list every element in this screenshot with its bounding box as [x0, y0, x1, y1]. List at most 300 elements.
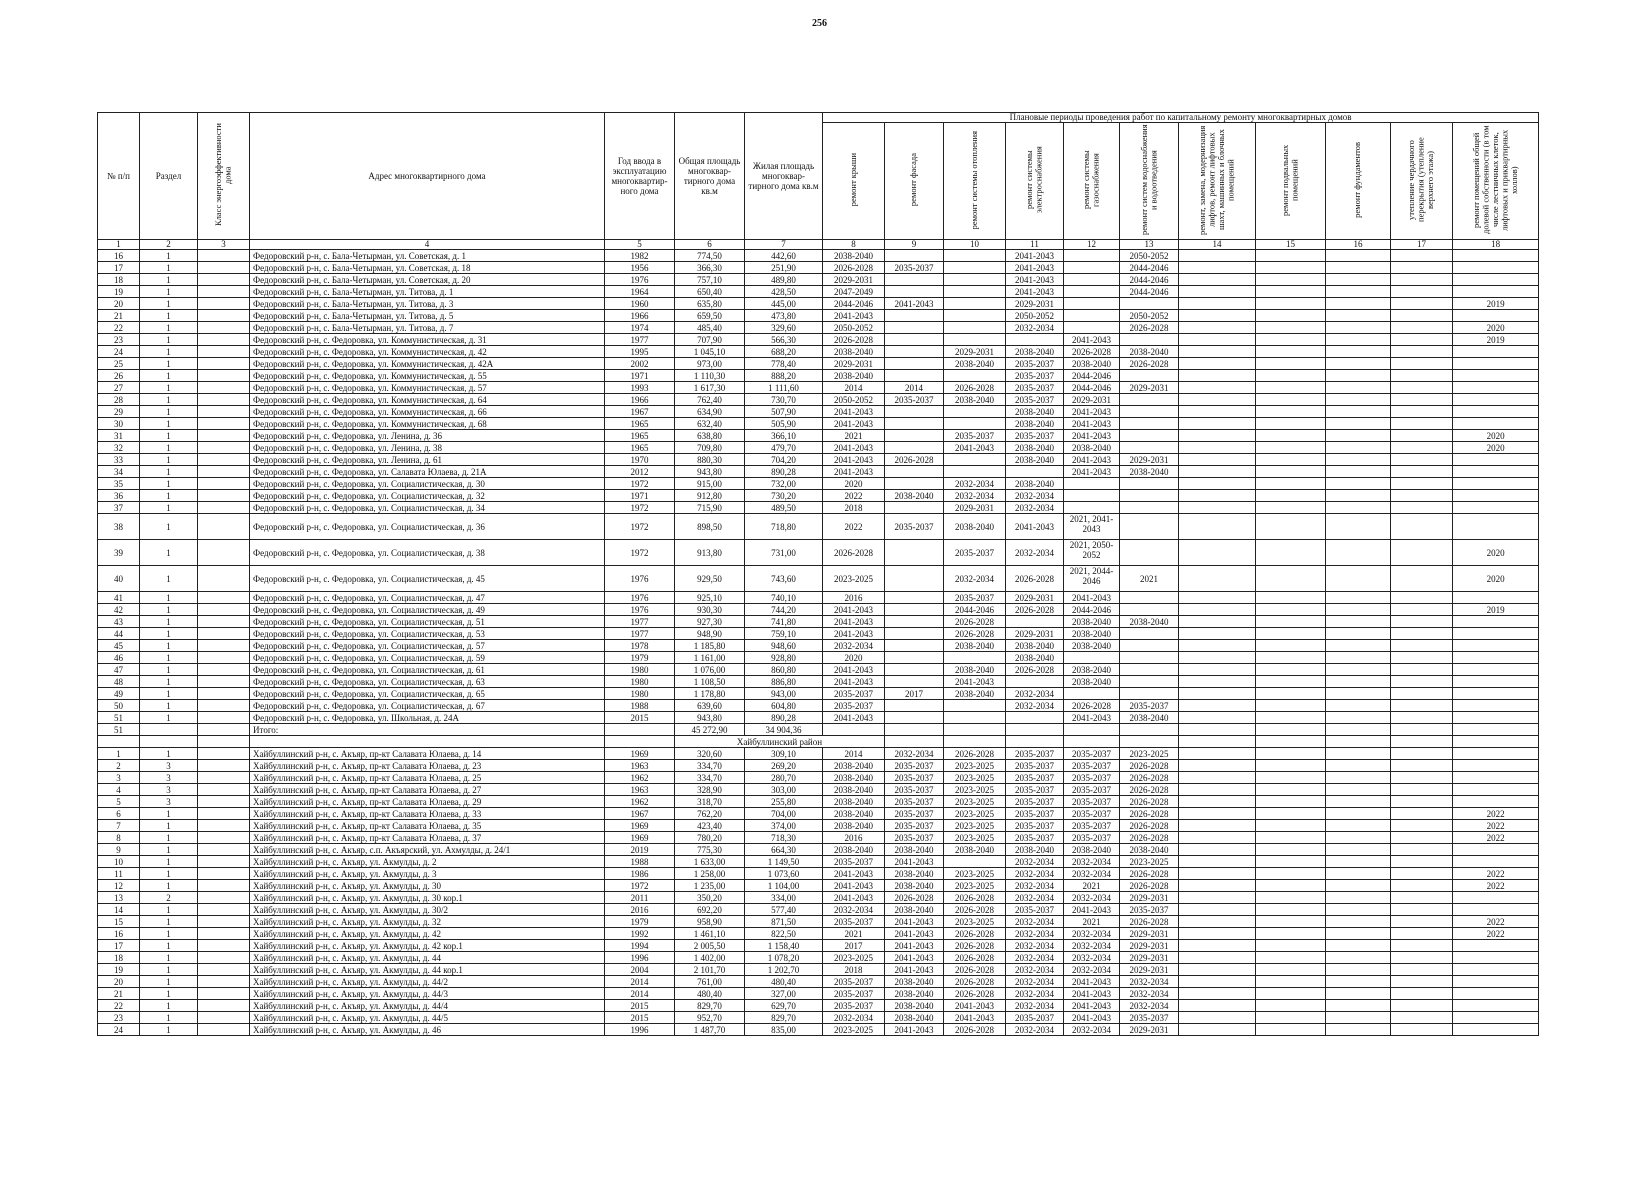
cell-work-9 [1326, 748, 1391, 760]
cell-work-1: 2014 [823, 748, 885, 760]
cell-work-7 [1179, 628, 1256, 640]
cell-work-2: 2038-2040 [885, 976, 944, 988]
cell-work-2: 2041-2043 [885, 916, 944, 928]
cell-year: 1970 [605, 454, 675, 466]
cell-work-4 [1006, 676, 1064, 688]
total-empty [1120, 724, 1179, 736]
cell-work-11 [1453, 1012, 1539, 1024]
cell-work-7 [1179, 1024, 1256, 1036]
cell-living-area: 731,00 [745, 540, 823, 566]
cell-work-3: 2026-2028 [944, 952, 1006, 964]
cell-living-area: 664,30 [745, 844, 823, 856]
cell-total-area: 638,80 [675, 430, 745, 442]
cell-section: 1 [140, 1024, 198, 1036]
cell-energy-class [198, 868, 250, 880]
section-empty [198, 736, 250, 748]
cell-section: 1 [140, 880, 198, 892]
cell-number: 36 [98, 490, 140, 502]
column-number: 15 [1256, 240, 1326, 250]
cell-year: 1988 [605, 856, 675, 868]
header-address: Адрес многоквартирного дома [250, 113, 605, 240]
cell-energy-class [198, 940, 250, 952]
cell-work-8 [1256, 676, 1326, 688]
cell-work-5: 2032-2034 [1064, 952, 1120, 964]
cell-work-10 [1391, 358, 1453, 370]
table-row [98, 916, 1539, 928]
cell-work-1: 2041-2043 [823, 712, 885, 724]
cell-work-11 [1453, 760, 1539, 772]
cell-section: 1 [140, 664, 198, 676]
header-work-label: ремонт помещений общей долевой собственности (в том числе лестничных клеток, лифтовых и приквартирных холлов) [1470, 125, 1519, 235]
cell-section: 1 [140, 490, 198, 502]
cell-work-10 [1391, 334, 1453, 346]
cell-section: 1 [140, 1000, 198, 1012]
cell-work-5: 2041-2043 [1064, 466, 1120, 478]
cell-work-11 [1453, 262, 1539, 274]
column-number: 18 [1453, 240, 1539, 250]
cell-work-10 [1391, 262, 1453, 274]
cell-work-8 [1256, 358, 1326, 370]
cell-work-9 [1326, 796, 1391, 808]
cell-work-4: 2026-2028 [1006, 664, 1064, 676]
cell-work-7 [1179, 676, 1256, 688]
cell-number: 24 [98, 346, 140, 358]
cell-work-3: 2029-2031 [944, 502, 1006, 514]
cell-number: 10 [98, 856, 140, 868]
cell-work-10 [1391, 466, 1453, 478]
cell-living-area: 374,00 [745, 820, 823, 832]
cell-section: 1 [140, 346, 198, 358]
cell-work-3: 2023-2025 [944, 916, 1006, 928]
cell-work-9 [1326, 904, 1391, 916]
cell-work-4: 2029-2031 [1006, 298, 1064, 310]
cell-total-area: 927,30 [675, 616, 745, 628]
cell-work-4: 2050-2052 [1006, 310, 1064, 322]
cell-work-9 [1326, 616, 1391, 628]
cell-work-1: 2041-2043 [823, 442, 885, 454]
cell-work-9 [1326, 952, 1391, 964]
cell-work-7 [1179, 868, 1256, 880]
cell-work-1: 2041-2043 [823, 406, 885, 418]
cell-work-10 [1391, 478, 1453, 490]
table-row [98, 430, 1539, 442]
cell-total-area: 485,40 [675, 322, 745, 334]
cell-living-area: 505,90 [745, 418, 823, 430]
cell-work-1: 2017 [823, 940, 885, 952]
cell-number: 23 [98, 1012, 140, 1024]
cell-total-area: 1 178,80 [675, 688, 745, 700]
cell-work-3 [944, 322, 1006, 334]
cell-work-3: 2044-2046 [944, 604, 1006, 616]
cell-work-10 [1391, 418, 1453, 430]
cell-work-7 [1179, 976, 1256, 988]
cell-work-9 [1326, 490, 1391, 502]
cell-total-area: 334,70 [675, 760, 745, 772]
cell-work-3: 2038-2040 [944, 640, 1006, 652]
cell-work-6: 2050-2052 [1120, 310, 1179, 322]
cell-work-3: 2023-2025 [944, 880, 1006, 892]
cell-work-1: 2035-2037 [823, 976, 885, 988]
cell-address: Федоровский р-н, с. Федоровка, ул. Социалистическая, д. 61 [250, 664, 605, 676]
cell-work-7 [1179, 952, 1256, 964]
cell-year: 1972 [605, 478, 675, 490]
cell-year: 2014 [605, 976, 675, 988]
section-empty [1326, 736, 1391, 748]
cell-work-7 [1179, 796, 1256, 808]
cell-address: Федоровский р-н, с. Бала-Четырман, ул. Титова, д. 3 [250, 298, 605, 310]
cell-year: 1995 [605, 346, 675, 358]
cell-work-2 [885, 274, 944, 286]
cell-energy-class [198, 514, 250, 540]
cell-work-8 [1256, 892, 1326, 904]
cell-work-4: 2032-2034 [1006, 892, 1064, 904]
cell-energy-class [198, 478, 250, 490]
cell-work-6: 2026-2028 [1120, 916, 1179, 928]
table-row [98, 418, 1539, 430]
cell-work-8 [1256, 370, 1326, 382]
cell-work-2: 2026-2028 [885, 892, 944, 904]
cell-total-area: 761,00 [675, 976, 745, 988]
cell-work-5 [1064, 490, 1120, 502]
cell-total-area: 1 161,00 [675, 652, 745, 664]
cell-energy-class [198, 298, 250, 310]
cell-work-3: 2023-2025 [944, 808, 1006, 820]
cell-work-6: 2032-2034 [1120, 988, 1179, 1000]
cell-work-2: 2026-2028 [885, 454, 944, 466]
cell-work-8 [1256, 832, 1326, 844]
cell-work-3: 2038-2040 [944, 394, 1006, 406]
cell-work-7 [1179, 772, 1256, 784]
cell-work-6: 2038-2040 [1120, 712, 1179, 724]
cell-work-7 [1179, 712, 1256, 724]
cell-work-7 [1179, 274, 1256, 286]
cell-number: 38 [98, 514, 140, 540]
cell-work-11 [1453, 712, 1539, 724]
cell-work-4: 2038-2040 [1006, 478, 1064, 490]
cell-address: Хайбуллинский р-н, с. Акъяр, ул. Акмулды, д. 2 [250, 856, 605, 868]
cell-work-3 [944, 370, 1006, 382]
cell-work-6 [1120, 490, 1179, 502]
cell-work-4: 2041-2043 [1006, 286, 1064, 298]
cell-work-3: 2035-2037 [944, 430, 1006, 442]
cell-living-area: 886,80 [745, 676, 823, 688]
cell-work-2: 2035-2037 [885, 514, 944, 540]
column-number: 11 [1006, 240, 1064, 250]
cell-work-7 [1179, 490, 1256, 502]
cell-work-11: 2020 [1453, 442, 1539, 454]
cell-work-1: 2041-2043 [823, 310, 885, 322]
cell-living-area: 948,60 [745, 640, 823, 652]
cell-address: Федоровский р-н, с. Бала-Четырман, ул. Титова, д. 1 [250, 286, 605, 298]
cell-energy-class [198, 418, 250, 430]
cell-work-4: 2038-2040 [1006, 418, 1064, 430]
cell-work-11 [1453, 478, 1539, 490]
cell-work-11 [1453, 976, 1539, 988]
cell-section: 1 [140, 430, 198, 442]
cell-work-5: 2038-2040 [1064, 628, 1120, 640]
table-row [98, 892, 1539, 904]
cell-living-area: 704,00 [745, 808, 823, 820]
cell-work-5: 2032-2034 [1064, 1024, 1120, 1036]
cell-section: 1 [140, 820, 198, 832]
cell-work-6 [1120, 298, 1179, 310]
header-work-5 [1064, 123, 1120, 240]
cell-energy-class [198, 916, 250, 928]
cell-address: Федоровский р-н, с. Федоровка, ул. Салавата Юлаева, д. 21А [250, 466, 605, 478]
cell-work-10 [1391, 856, 1453, 868]
cell-number: 4 [98, 784, 140, 796]
cell-address: Хайбуллинский р-н, с. Акъяр, ул. Акмулды, д. 32 [250, 916, 605, 928]
cell-work-8 [1256, 298, 1326, 310]
table-row [98, 904, 1539, 916]
cell-work-4: 2032-2034 [1006, 988, 1064, 1000]
column-number: 7 [745, 240, 823, 250]
column-number: 9 [885, 240, 944, 250]
cell-total-area: 952,70 [675, 1012, 745, 1024]
cell-work-1: 2038-2040 [823, 808, 885, 820]
cell-work-9 [1326, 928, 1391, 940]
cell-work-3 [944, 298, 1006, 310]
cell-work-9 [1326, 712, 1391, 724]
table-row [98, 334, 1539, 346]
cell-living-area: 829,70 [745, 1012, 823, 1024]
cell-work-10 [1391, 406, 1453, 418]
cell-work-7 [1179, 1012, 1256, 1024]
cell-number: 40 [98, 566, 140, 592]
cell-energy-class [198, 844, 250, 856]
cell-work-5: 2041-2043 [1064, 454, 1120, 466]
header-work-3 [944, 123, 1006, 240]
cell-work-4: 2032-2034 [1006, 928, 1064, 940]
total-area-sum: 45 272,90 [675, 724, 745, 736]
cell-work-10 [1391, 904, 1453, 916]
cell-work-9 [1326, 418, 1391, 430]
cell-address: Хайбуллинский р-н, с. Акъяр, пр-кт Салавата Юлаева, д. 37 [250, 832, 605, 844]
cell-number: 20 [98, 298, 140, 310]
cell-work-6: 2035-2037 [1120, 700, 1179, 712]
cell-work-1: 2047-2049 [823, 286, 885, 298]
cell-work-5 [1064, 502, 1120, 514]
cell-energy-class [198, 322, 250, 334]
cell-work-1: 2050-2052 [823, 394, 885, 406]
cell-work-4 [1006, 466, 1064, 478]
table-row [98, 760, 1539, 772]
cell-work-8 [1256, 250, 1326, 262]
cell-work-9 [1326, 676, 1391, 688]
cell-energy-class [198, 1000, 250, 1012]
cell-energy-class [198, 1012, 250, 1024]
cell-work-9 [1326, 700, 1391, 712]
cell-work-7 [1179, 442, 1256, 454]
cell-address: Федоровский р-н, с. Федоровка, ул. Социалистическая, д. 51 [250, 616, 605, 628]
cell-work-4: 2035-2037 [1006, 796, 1064, 808]
cell-work-3 [944, 334, 1006, 346]
cell-address: Хайбуллинский р-н, с. Акъяр, пр-кт Салавата Юлаева, д. 33 [250, 808, 605, 820]
cell-section: 1 [140, 454, 198, 466]
section-empty [605, 736, 675, 748]
header-work-label: ремонт крыши [847, 153, 858, 207]
cell-section: 1 [140, 808, 198, 820]
cell-work-4: 2035-2037 [1006, 772, 1064, 784]
cell-work-8 [1256, 490, 1326, 502]
cell-year: 1965 [605, 442, 675, 454]
cell-work-7 [1179, 466, 1256, 478]
cell-year: 1986 [605, 868, 675, 880]
cell-section: 1 [140, 466, 198, 478]
cell-address: Хайбуллинский р-н, с. Акъяр, ул. Акмулды, д. 44 кор.1 [250, 964, 605, 976]
cell-work-1: 2016 [823, 832, 885, 844]
cell-work-6: 2038-2040 [1120, 466, 1179, 478]
cell-total-area: 423,40 [675, 820, 745, 832]
cell-work-9 [1326, 310, 1391, 322]
cell-work-10 [1391, 394, 1453, 406]
cell-work-9 [1326, 664, 1391, 676]
cell-address: Хайбуллинский р-н, с. Акъяр, ул. Акмулды, д. 44/2 [250, 976, 605, 988]
header-work-label: ремонт фундаментов [1352, 142, 1363, 218]
cell-work-1: 2021 [823, 430, 885, 442]
cell-living-area: 890,28 [745, 466, 823, 478]
cell-work-8 [1256, 664, 1326, 676]
cell-work-3: 2038-2040 [944, 358, 1006, 370]
cell-number: 29 [98, 406, 140, 418]
cell-work-8 [1256, 772, 1326, 784]
cell-living-area: 718,80 [745, 514, 823, 540]
column-number: 5 [605, 240, 675, 250]
cell-work-7 [1179, 592, 1256, 604]
cell-work-9 [1326, 250, 1391, 262]
cell-work-2: 2017 [885, 688, 944, 700]
cell-work-8 [1256, 868, 1326, 880]
cell-work-8 [1256, 952, 1326, 964]
cell-work-7 [1179, 940, 1256, 952]
header-work-label: утепление чердачного перекрытия (утепление верхнего этажа) [1406, 137, 1436, 223]
cell-address: Федоровский р-н, с. Федоровка, ул. Социалистическая, д. 67 [250, 700, 605, 712]
cell-work-1: 2020 [823, 478, 885, 490]
total-empty [1064, 724, 1120, 736]
cell-work-9 [1326, 604, 1391, 616]
cell-work-3: 2041-2043 [944, 442, 1006, 454]
cell-work-5: 2044-2046 [1064, 382, 1120, 394]
cell-work-1: 2016 [823, 592, 885, 604]
cell-work-1: 2038-2040 [823, 820, 885, 832]
cell-work-8 [1256, 988, 1326, 1000]
cell-work-1: 2035-2037 [823, 988, 885, 1000]
header-total-area: Общая площадь многоквар-тирного дома кв.м [675, 113, 745, 240]
cell-work-3: 2029-2031 [944, 346, 1006, 358]
cell-work-5 [1064, 274, 1120, 286]
cell-work-3: 2038-2040 [944, 514, 1006, 540]
cell-work-6 [1120, 406, 1179, 418]
cell-work-4: 2038-2040 [1006, 406, 1064, 418]
cell-work-9 [1326, 514, 1391, 540]
cell-work-2: 2038-2040 [885, 988, 944, 1000]
cell-year: 1966 [605, 310, 675, 322]
cell-work-3 [944, 262, 1006, 274]
column-number: 14 [1179, 240, 1256, 250]
cell-living-area: 280,70 [745, 772, 823, 784]
cell-work-1: 2029-2031 [823, 274, 885, 286]
cell-total-area: 1 487,70 [675, 1024, 745, 1036]
cell-work-10 [1391, 952, 1453, 964]
cell-work-6: 2029-2031 [1120, 964, 1179, 976]
cell-work-9 [1326, 358, 1391, 370]
section-empty [1256, 736, 1326, 748]
cell-year: 2011 [605, 892, 675, 904]
header-work-label: ремонт фасада [908, 153, 919, 207]
section-empty [885, 736, 944, 748]
cell-total-area: 2 005,50 [675, 940, 745, 952]
cell-work-3 [944, 286, 1006, 298]
cell-work-4: 2041-2043 [1006, 274, 1064, 286]
cell-total-area: 925,10 [675, 592, 745, 604]
cell-living-area: 329,60 [745, 322, 823, 334]
cell-work-8 [1256, 454, 1326, 466]
cell-work-6 [1120, 628, 1179, 640]
cell-work-2 [885, 406, 944, 418]
cell-work-8 [1256, 382, 1326, 394]
cell-living-area: 251,90 [745, 262, 823, 274]
cell-work-2 [885, 430, 944, 442]
cell-section: 1 [140, 382, 198, 394]
cell-total-area: 1 617,30 [675, 382, 745, 394]
cell-number: 6 [98, 808, 140, 820]
cell-year: 1971 [605, 370, 675, 382]
cell-number: 31 [98, 430, 140, 442]
total-empty [885, 724, 944, 736]
cell-number: 25 [98, 358, 140, 370]
cell-year: 1996 [605, 952, 675, 964]
cell-work-11 [1453, 454, 1539, 466]
cell-work-3: 2035-2037 [944, 540, 1006, 566]
cell-total-area: 913,80 [675, 540, 745, 566]
cell-work-6: 2026-2028 [1120, 796, 1179, 808]
header-work-label: ремонт системы электроснабжения [1024, 146, 1044, 214]
header-energy-class-label: Класс энергоэффективности дома [213, 123, 233, 227]
cell-address: Федоровский р-н, с. Федоровка, ул. Социалистическая, д. 65 [250, 688, 605, 700]
table-row [98, 820, 1539, 832]
cell-work-11 [1453, 640, 1539, 652]
cell-work-4: 2035-2037 [1006, 748, 1064, 760]
cell-work-8 [1256, 820, 1326, 832]
cell-work-6: 2029-2031 [1120, 892, 1179, 904]
table-row [98, 490, 1539, 502]
cell-work-6: 2023-2025 [1120, 748, 1179, 760]
cell-address: Федоровский р-н, с. Федоровка, ул. Ленина, д. 36 [250, 430, 605, 442]
cell-work-8 [1256, 1000, 1326, 1012]
cell-work-3 [944, 700, 1006, 712]
cell-work-6 [1120, 418, 1179, 430]
cell-address: Хайбуллинский р-н, с. Акъяр, ул. Акмулды, д. 44/5 [250, 1012, 605, 1024]
cell-number: 30 [98, 418, 140, 430]
cell-energy-class [198, 664, 250, 676]
cell-energy-class [198, 952, 250, 964]
cell-work-11: 2020 [1453, 430, 1539, 442]
cell-year: 1969 [605, 748, 675, 760]
cell-section: 1 [140, 406, 198, 418]
cell-number: 50 [98, 700, 140, 712]
cell-work-3: 2035-2037 [944, 592, 1006, 604]
cell-section: 1 [140, 514, 198, 540]
cell-energy-class [198, 640, 250, 652]
cell-work-10 [1391, 868, 1453, 880]
cell-number: 19 [98, 286, 140, 298]
total-empty [823, 724, 885, 736]
cell-work-8 [1256, 652, 1326, 664]
cell-number: 1 [98, 748, 140, 760]
cell-work-1: 2018 [823, 502, 885, 514]
cell-work-2 [885, 628, 944, 640]
cell-work-6: 2026-2028 [1120, 880, 1179, 892]
